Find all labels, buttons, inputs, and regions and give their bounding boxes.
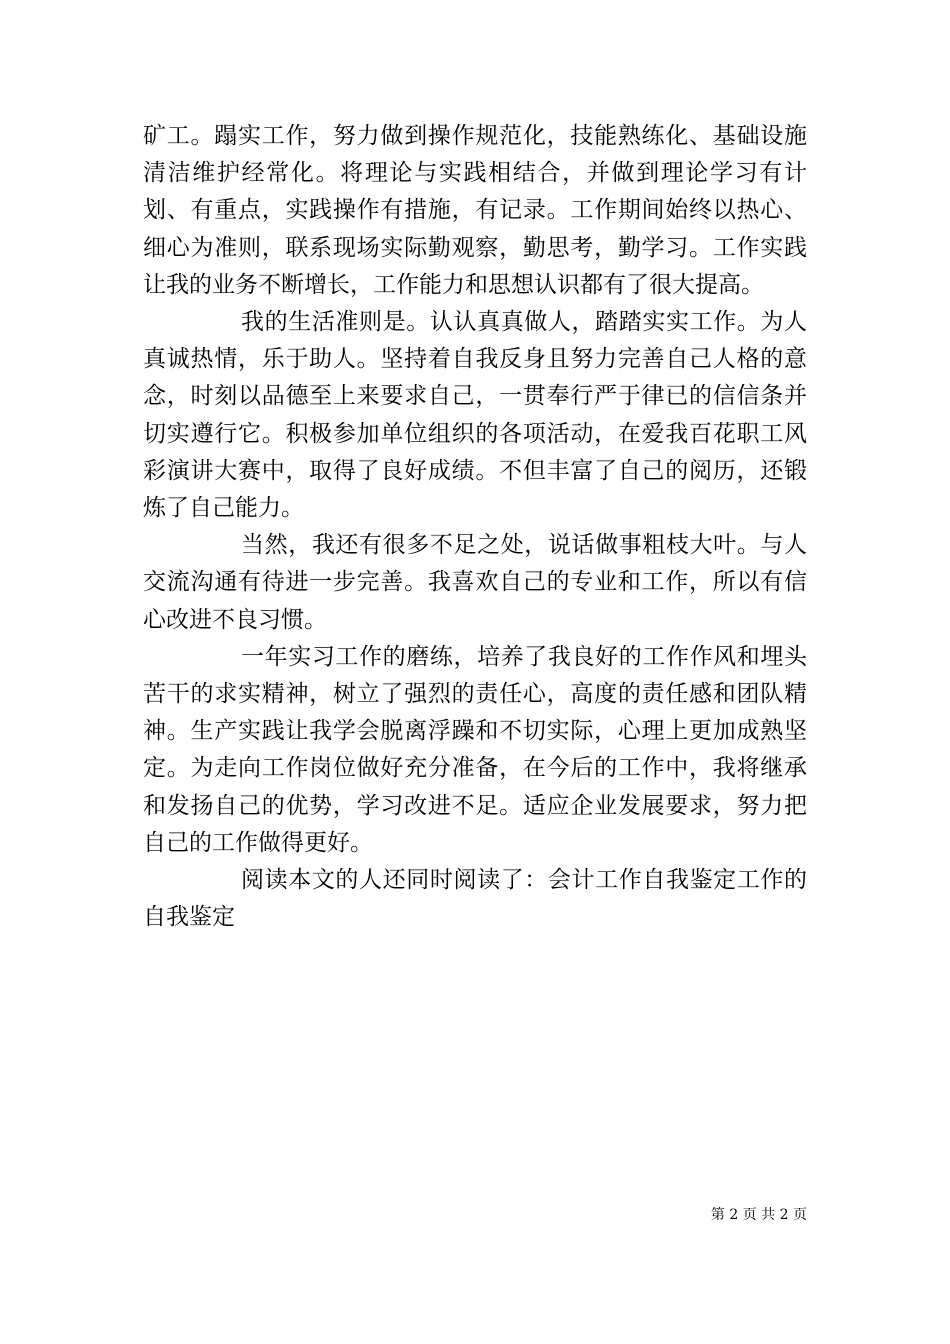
paragraph-life-principles: 我的生活准则是。认认真真做人，踏踏实实工作。为人真诚热情，乐于助人。坚持着自我反身且努力完善自己人格的意念，时刻以品德至上来要求自己，一贯奉行严于律已的信信条并切实遵行它。积极参加单位组织的各项活动，在爱我百花职工风彩演讲大赛中，取得了良好成绩。不但丰富了自己的阅历，还锻炼了自己能力。: [143, 309, 807, 522]
paragraph-shortcomings: 当然，我还有很多不足之处，说话做事粗枝大叶。与人交流沟通有待进一步完善。我喜欢自己的专业和工作，所以有信心改进不良习惯。: [143, 532, 807, 633]
document-body: [143, 118, 807, 936]
paragraph-work-practice: 矿工。蹋实工作，努力做到操作规范化，技能熟练化、基础设施清洁维护经常化。将理论与实践相结合，并做到理论学习有计划、有重点，实践操作有措施，有记录。工作期间始终以热心、细心为准则，联系现场实际勤观察，勤思考，勤学习。工作实践让我的业务不断增长，工作能力和思想认识都有了很大提高。: [143, 123, 807, 298]
page-number-footer: 第 2 页 共 2 页: [710, 1207, 807, 1223]
paragraph-related-reading: 阅读本文的人还同时阅读了：会计工作自我鉴定工作的自我鉴定: [143, 867, 807, 931]
paragraph-summary: 一年实习工作的磨练，培养了我良好的工作作风和埋头苦干的求实精神，树立了强烈的责任心，高度的责任感和团队精神。生产实践让我学会脱离浮躁和不切实际，心理上更加成熟坚定。为走向工作岗位做好充分准备，在今后的工作中，我将继承和发扬自己的优势，学习改进不足。适应企业发展要求，努力把自己的工作做得更好。: [143, 643, 807, 856]
